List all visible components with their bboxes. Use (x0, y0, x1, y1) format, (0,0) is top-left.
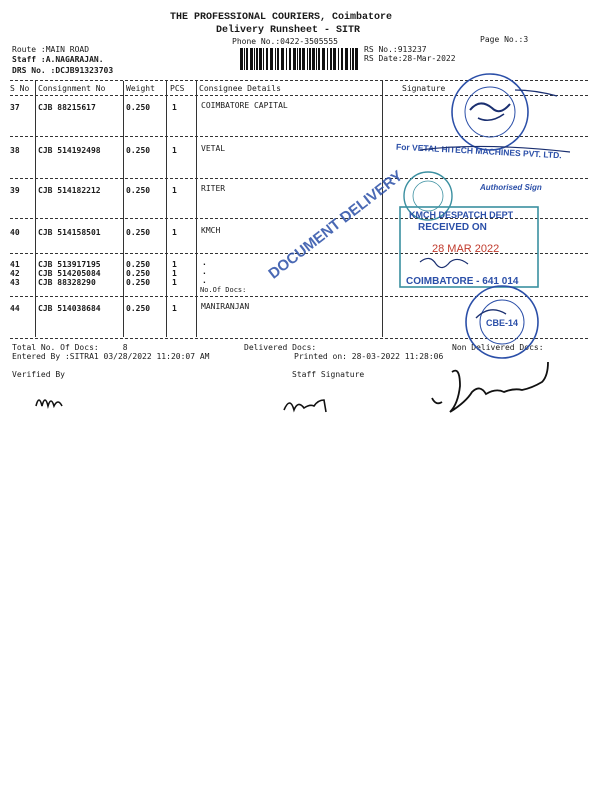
col-weight: Weight (126, 84, 155, 93)
drs-label: DRS No. : (12, 66, 56, 75)
row-consignment: CJB 514192498 (38, 146, 101, 155)
row-pcs: 1 (172, 186, 177, 195)
row-weight: 0.250 (126, 103, 151, 112)
phone-number: Phone No.:0422-3505555 (232, 37, 338, 46)
verified-signature (36, 400, 62, 406)
authorised-text: Authorised Sign (480, 183, 542, 192)
col-consignee: Consignee Details (199, 84, 281, 93)
row-pcs: 1 (172, 278, 177, 287)
row-weight: 0.250 (126, 278, 151, 287)
route-label: Route : (12, 45, 46, 54)
staff-signature (284, 400, 326, 412)
sheet-title: Delivery Runsheet - SITR (216, 25, 361, 36)
row-consignment: CJB 514158501 (38, 228, 101, 237)
row-consignment: CJB 513917195 (38, 260, 101, 269)
col-signature: Signature (402, 84, 446, 93)
rs-number: RS No.:913237 (364, 45, 427, 54)
row-consignee: KMCH (201, 226, 221, 235)
row-pcs: 1 (172, 260, 177, 269)
route-value: MAIN ROAD (45, 45, 90, 54)
round-diesel-stamp (466, 286, 538, 358)
kmch-city-text: COIMBATORE - 641 014 (406, 276, 519, 287)
row-sno: 42 (10, 269, 20, 278)
printed-on: Printed on: 28-03-2022 11:28:06 (294, 352, 444, 361)
row-consignment: CJB 514182212 (38, 186, 101, 195)
row-consignee: COIMBATORE CAPITAL (201, 101, 288, 110)
drs-value: DCJB91323703 (55, 66, 114, 75)
staff-label: Staff : (12, 55, 46, 64)
row-consignee: . (202, 276, 207, 285)
verified-by-label: Verified By (12, 370, 65, 379)
row-sno: 40 (10, 228, 20, 237)
company-title: THE PROFESSIONAL COURIERS, Coimbatore (170, 12, 393, 23)
row-weight: 0.250 (126, 260, 151, 269)
entered-by: Entered By :SITRA1 03/28/2022 11:20:07 AM (12, 352, 210, 361)
row-pcs: 1 (172, 228, 177, 237)
vetal-stamp-text: For VETAL HITECH MACHINES PVT. LTD. (395, 141, 562, 161)
no-of-docs-label: No.Of Docs: (200, 286, 247, 294)
round-company-stamp (452, 74, 557, 150)
row-pcs: 1 (172, 269, 177, 278)
row-consignment: CJB 88215617 (38, 103, 96, 112)
row-weight: 0.250 (126, 304, 151, 313)
kmch-despatch-stamp (400, 207, 538, 287)
row-consignee: VETAL (201, 144, 226, 153)
col-pcs: PCS (170, 84, 185, 93)
row-sno: 39 (10, 186, 20, 195)
row-sno: 41 (10, 260, 20, 269)
staff-value: A.NAGARAJAN. (45, 55, 104, 64)
row-sno: 43 (10, 278, 20, 287)
rs-date: RS Date:28-Mar-2022 (364, 54, 456, 63)
row-sno: 37 (10, 103, 20, 112)
row-pcs: 1 (172, 103, 177, 112)
row-consignee: . (202, 258, 207, 267)
row-consignment: CJB 514038684 (38, 304, 101, 313)
col-consignment: Consignment No (38, 84, 106, 93)
row-consignee: RITER (201, 184, 226, 193)
row-consignee: . (202, 267, 207, 276)
row-consignment: CJB 514205084 (38, 269, 101, 278)
received-date-text: 28 MAR 2022 (432, 243, 500, 255)
row-weight: 0.250 (126, 186, 151, 195)
row-weight: 0.250 (126, 269, 151, 278)
non-delivered-docs: Non Delivered Docs: (452, 343, 544, 352)
cbe14-text: CBE-14 (486, 318, 519, 328)
row-consignment: CJB 88328290 (38, 278, 96, 287)
row-sno: 38 (10, 146, 20, 155)
right-signature (432, 362, 548, 412)
row-consignee: MANIRANJAN (201, 302, 250, 311)
document-delivery-stamp: DOCUMENT DELIVERY (265, 167, 407, 283)
kmch-dept-text: KMCH DESPATCH DEPT (409, 210, 514, 220)
row-weight: 0.250 (126, 146, 151, 155)
row-weight: 0.250 (126, 228, 151, 237)
delivered-docs: Delivered Docs: (244, 343, 317, 352)
col-sno: S No (10, 84, 30, 93)
row-sno: 44 (10, 304, 20, 313)
row-pcs: 1 (172, 304, 177, 313)
total-docs: Total No. Of Docs: 8 (12, 343, 128, 352)
page-number: Page No.:3 (480, 35, 529, 44)
received-on-text: RECEIVED ON (418, 222, 487, 233)
row-pcs: 1 (172, 146, 177, 155)
staff-signature-label: Staff Signature (292, 370, 365, 379)
